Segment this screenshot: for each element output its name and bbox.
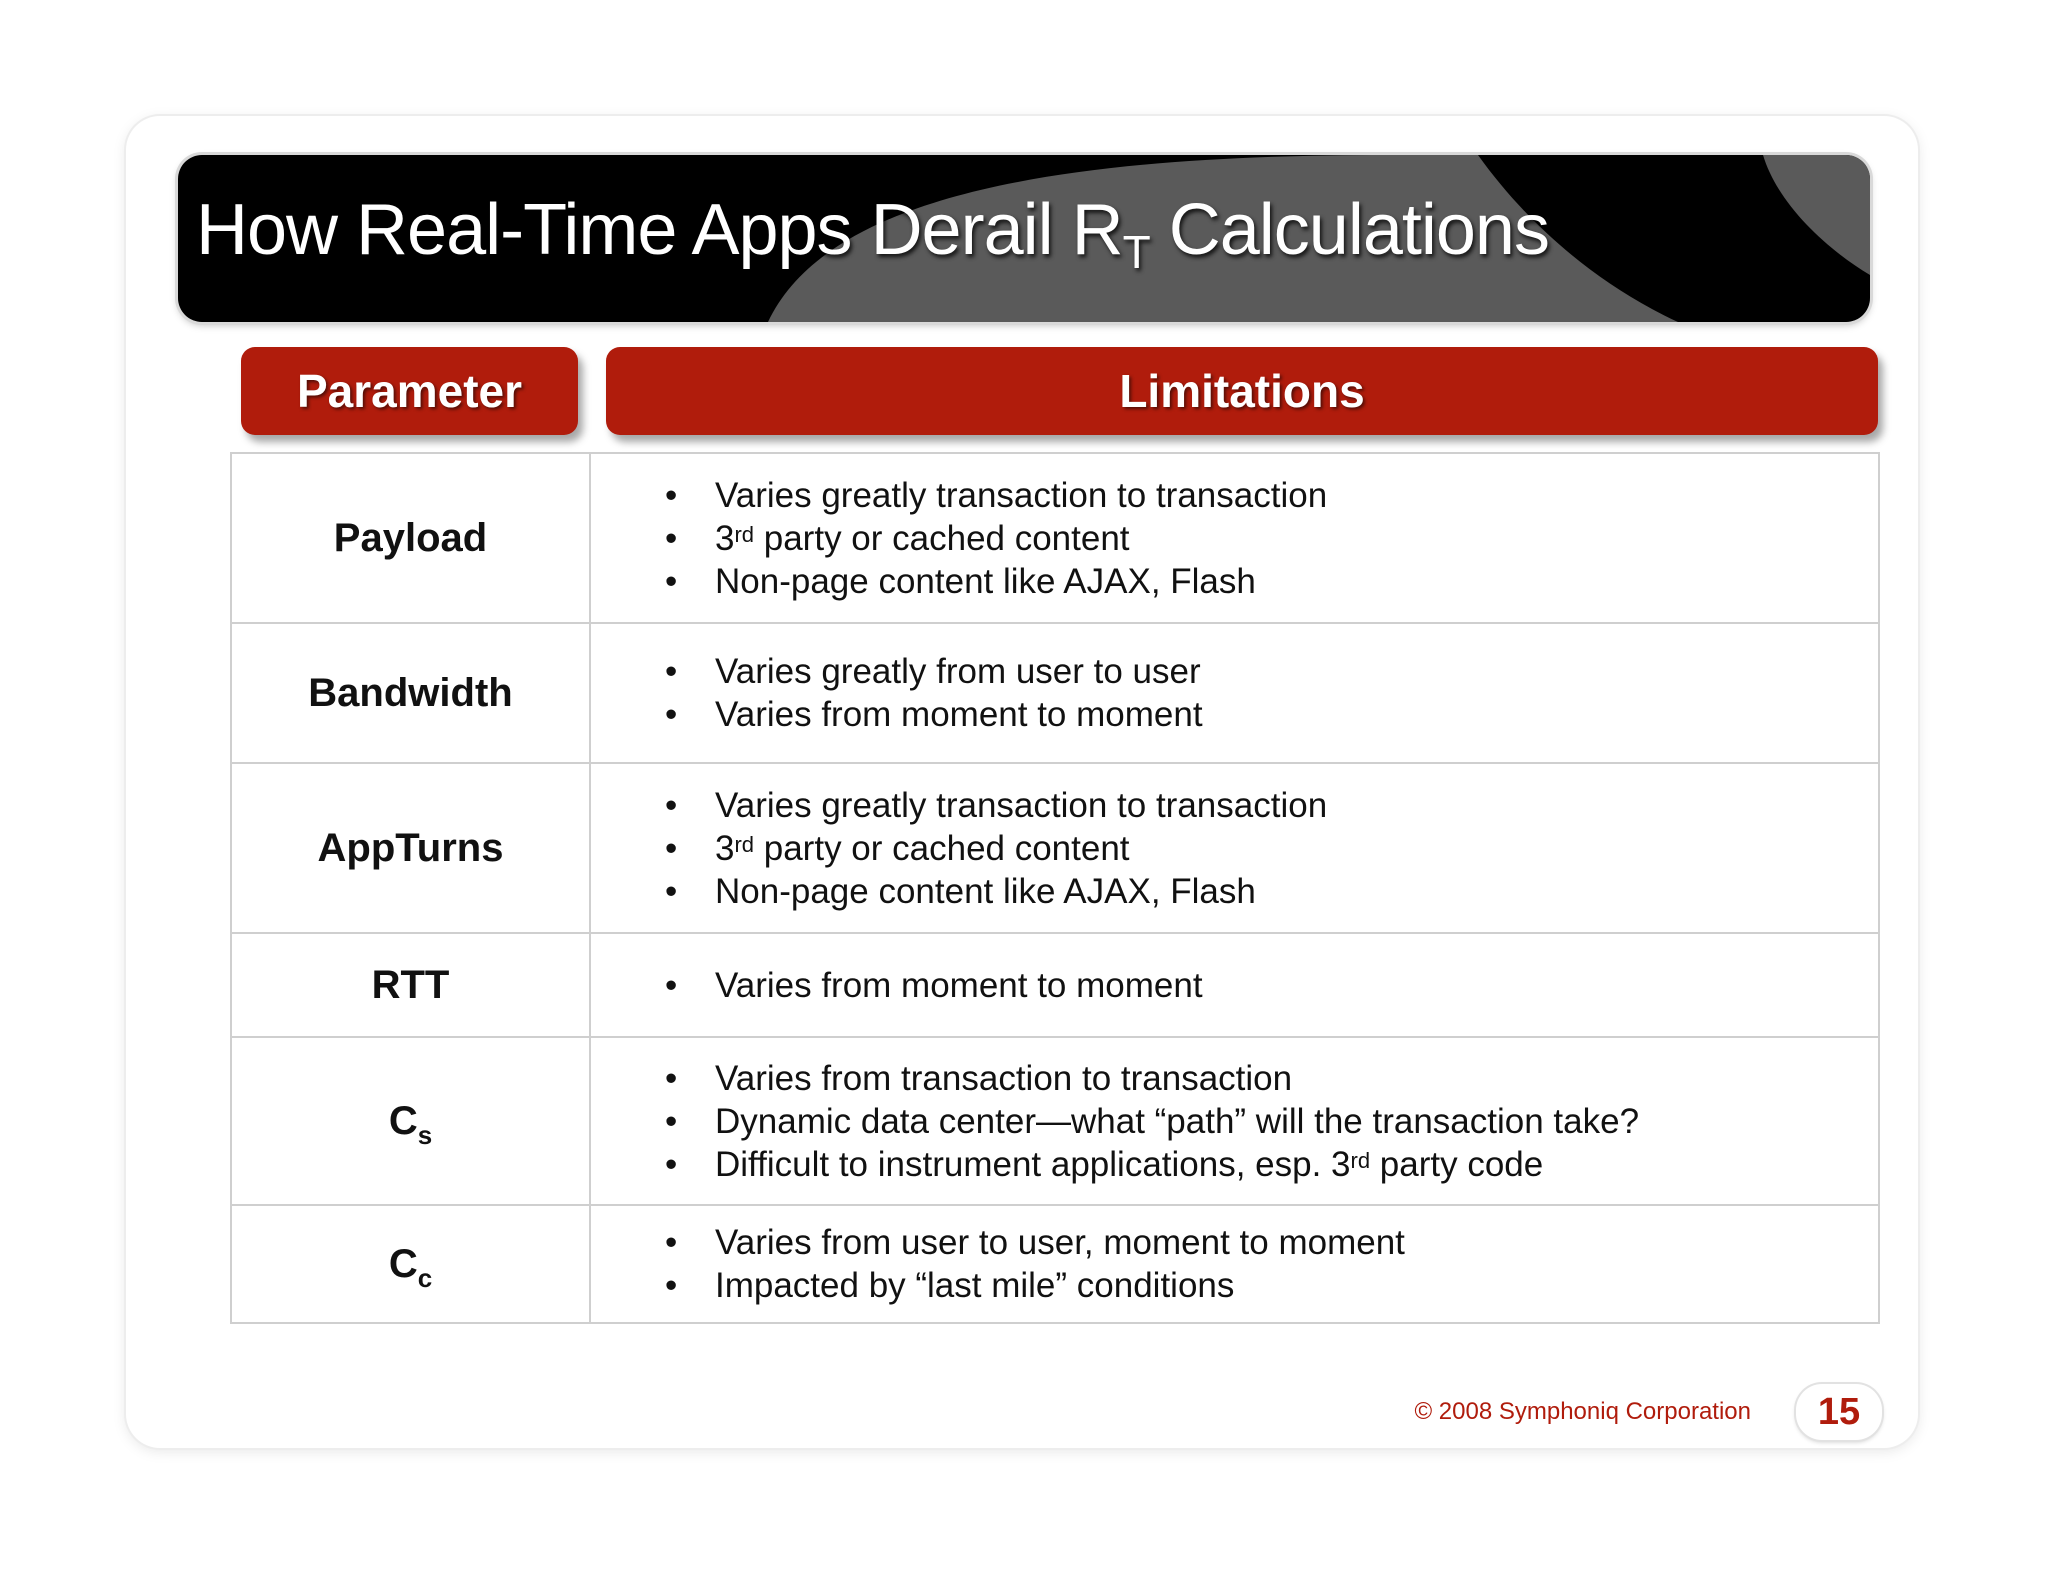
limitation-item: • Varies from moment to moment: [665, 964, 1878, 1007]
limitation-item: • Varies from moment to moment: [665, 693, 1878, 736]
limitation-item: • Non-page content like AJAX, Flash: [665, 870, 1878, 913]
param-cell: [231, 1037, 590, 1205]
page-number-badge: 15: [1796, 1384, 1882, 1440]
param-cell: [231, 453, 590, 623]
limitation-item: • Varies greatly transaction to transaction: [665, 474, 1878, 517]
limitations-cell: [590, 1037, 1879, 1205]
table-row-appturns: [231, 763, 1879, 933]
param-subscript: c: [417, 1262, 433, 1293]
limitations-cell: [590, 623, 1879, 763]
table-row-cs: [231, 1037, 1879, 1205]
param-name: RTT: [371, 962, 450, 1007]
limitations-list: [665, 784, 1878, 913]
parameter-header: Parameter: [241, 347, 578, 435]
param-name: Payload: [333, 515, 488, 560]
title-bar: [178, 155, 1870, 322]
limitations-list: [665, 650, 1878, 736]
table-row-bandwidth: [231, 623, 1879, 763]
table-row-cc: [231, 1205, 1879, 1323]
limitations-list: [665, 1221, 1878, 1307]
param-name: Bandwidth: [308, 670, 513, 715]
param-name: AppTurns: [317, 825, 504, 870]
limitation-item: • Difficult to instrument applications, esp. 3rd party code: [665, 1143, 1878, 1186]
param-name: C: [388, 1241, 418, 1286]
limitation-item: • 3rd party or cached content: [665, 517, 1878, 560]
limitations-list: [665, 474, 1878, 603]
limitation-item: • Impacted by “last mile” conditions: [665, 1264, 1878, 1307]
param-cell: [231, 1205, 590, 1323]
slide-title: [196, 189, 1549, 278]
limitation-item: • Dynamic data center—what “path” will the transaction take?: [665, 1100, 1878, 1143]
limitations-cell: [590, 1205, 1879, 1323]
limitation-item: • Varies from transaction to transaction: [665, 1057, 1878, 1100]
param-cell: [231, 933, 590, 1037]
limitations-header: Limitations: [606, 347, 1878, 435]
limitations-cell: [590, 453, 1879, 623]
limitation-item: • Varies greatly from user to user: [665, 650, 1878, 693]
copyright-footer: © 2008 Symphoniq Corporation: [1414, 1398, 1751, 1425]
param-subscript: s: [417, 1119, 433, 1150]
title-prefix: How Real-Time Apps Derail R: [196, 190, 1123, 270]
limitations-list: [665, 964, 1878, 1007]
param-cell: [231, 623, 590, 763]
limitation-item: • Non-page content like AJAX, Flash: [665, 560, 1878, 603]
title-subscript: T: [1122, 226, 1150, 278]
table-row-rtt: [231, 933, 1879, 1037]
limitation-item: • Varies greatly transaction to transaction: [665, 784, 1878, 827]
param-name: C: [388, 1098, 418, 1143]
limitations-list: [665, 1057, 1878, 1186]
limitations-cell: [590, 933, 1879, 1037]
parameters-table: [230, 452, 1880, 1324]
title-suffix: Calculations: [1149, 190, 1549, 270]
limitation-item: • 3rd party or cached content: [665, 827, 1878, 870]
limitations-cell: [590, 763, 1879, 933]
param-cell: [231, 763, 590, 933]
table-row-payload: [231, 453, 1879, 623]
limitation-item: • Varies from user to user, moment to moment: [665, 1221, 1878, 1264]
